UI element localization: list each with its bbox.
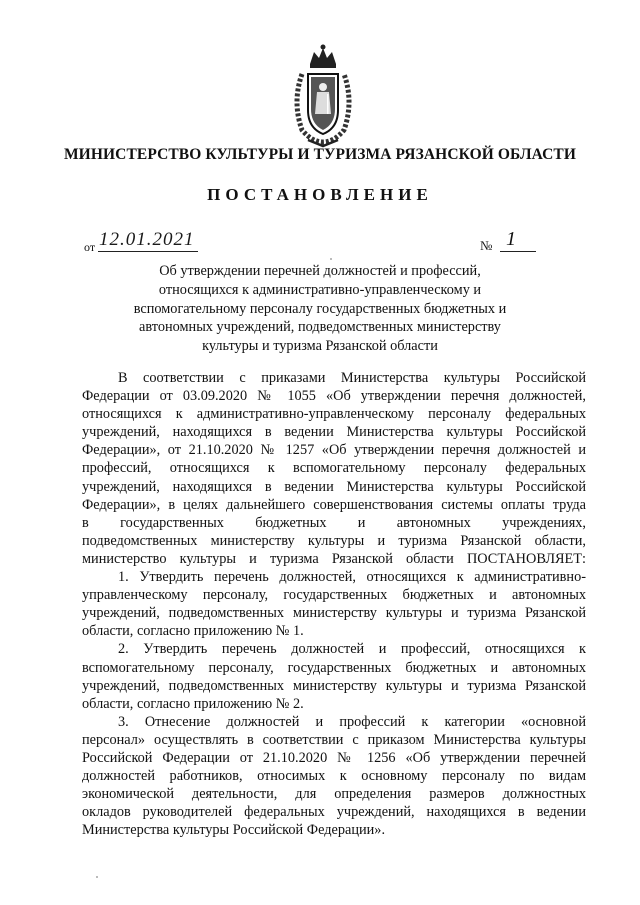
subject-line: культуры и туризма Рязанской области xyxy=(202,338,438,355)
subject-line: вспомогательному персоналу государственных бюджетных и xyxy=(133,300,507,317)
document-body xyxy=(82,369,586,839)
coat-of-arms-emblem xyxy=(288,42,358,148)
body-line: управленческому персоналу, государственных бюджетных и автономных xyxy=(82,587,586,604)
body-line: В соответствии с приказами Министерства культуры Российской xyxy=(118,370,586,386)
ministry-title: МИНИСТЕРСТВО КУЛЬТУРЫ И ТУРИЗМА РЯЗАНСКОЙ ОБЛАСТИ xyxy=(63,146,577,163)
scan-speck xyxy=(330,258,332,260)
body-line: 3. Отнесение должностей и профессий к категории «основной xyxy=(118,713,586,730)
document-subject xyxy=(100,262,540,356)
body-line: учреждений, подведомственных министерству культуры и туризма Рязанской xyxy=(82,605,586,622)
body-line: персонал» осуществлять в соответствии с приказом Министерства культуры xyxy=(82,731,586,748)
body-line: вспомогательному персоналу, государственных бюджетных и автономных xyxy=(82,659,586,676)
scan-speck xyxy=(96,876,98,878)
date-number-row xyxy=(84,228,554,256)
body-line: должностей работников, относимых к основному персоналу по видам xyxy=(82,768,586,785)
body-line: учреждений, находящихся в ведении Министерства культуры Российской xyxy=(82,478,586,495)
body-line: подведомственных министерству культуры и туризма Рязанской области, xyxy=(82,532,586,549)
number-underline xyxy=(500,251,536,252)
document-type-title: ПОСТАНОВЛЕНИЕ xyxy=(207,185,433,204)
body-line: Федерации», в целях дальнейшего совершенствования системы оплаты труда xyxy=(82,496,586,513)
number-prefix: № xyxy=(480,238,493,253)
body-line: экономической деятельности, для определения размеров должностных xyxy=(82,786,586,803)
body-line: учреждений, подведомственных министерству культуры и туризма Рязанской xyxy=(82,677,586,694)
body-line: в государственных бюджетных и автономных учреждениях, xyxy=(82,514,586,531)
body-line: области, согласно приложению № 1. xyxy=(82,623,304,640)
body-line: 1. Утвердить перечень должностей, относящихся к административно- xyxy=(118,569,586,586)
subject-line: автономных учреждений, подведомственных министерству xyxy=(139,319,501,336)
body-line: Российской Федерации от 21.10.2020 № 1256 «Об утверждении перечней xyxy=(82,749,586,766)
body-line: профессий, относящихся к вспомогательному персоналу федеральных xyxy=(82,460,586,477)
date-underline xyxy=(98,251,198,252)
handwritten-number: 1 xyxy=(506,228,516,250)
subject-line: Об утверждении перечней должностей и профессий, xyxy=(159,263,481,279)
body-line: области, согласно приложению № 2. xyxy=(82,695,304,712)
subject-line: относящихся к административно-управленческому и xyxy=(158,281,482,298)
body-line: учреждений, находящихся в ведении Министерства культуры Российской xyxy=(82,424,586,441)
body-line: Федерации от 03.09.2020 № 1055 «Об утверждении перечня должностей, xyxy=(82,388,586,405)
handwritten-date: 12.01.2021 xyxy=(99,229,195,250)
body-line: Министерства культуры Российской Федерации». xyxy=(82,822,386,839)
body-line: окладов руководителей федеральных учреждений, находящихся в ведении xyxy=(82,804,586,821)
body-line: относящихся к административно-управленческому персоналу федеральных xyxy=(82,406,586,423)
date-prefix: от xyxy=(84,240,96,254)
body-line: 2. Утвердить перечень должностей и профессий, относящихся к xyxy=(118,641,586,658)
body-line: Федерации», от 21.10.2020 № 1257 «Об утверждении перечня должностей и xyxy=(82,442,586,459)
body-line: министерство культуры и туризма Рязанской области ПОСТАНОВЛЯЕТ: xyxy=(82,550,586,567)
